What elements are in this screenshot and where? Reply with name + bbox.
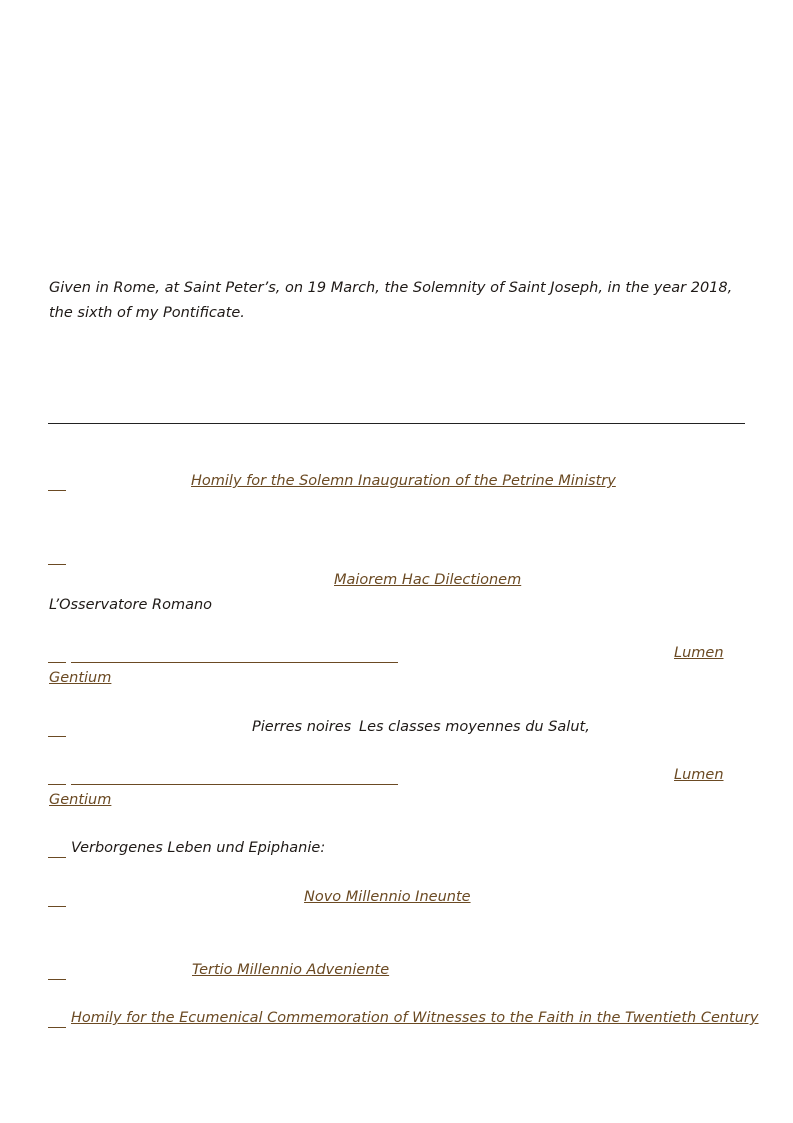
closing-paragraph <box>49 276 746 326</box>
footnote-marker-5[interactable] <box>48 784 66 785</box>
footnote-marker-9[interactable] <box>48 1027 66 1028</box>
footnote-4-text-b: Les classes moyennes du Salut, <box>359 719 590 735</box>
footnote-3-link-a[interactable]: Lumen <box>674 645 724 661</box>
footnote-marker-6[interactable] <box>48 857 66 858</box>
footnote-9-link[interactable]: Homily for the Ecumenical Commemoration of Witnesses to the Faith in the Twentieth Century <box>71 1010 759 1026</box>
footnote-marker-3[interactable] <box>48 662 66 663</box>
footnote-7-link[interactable]: Novo Millennio Ineunte <box>304 889 471 905</box>
footnote-5-blank-link[interactable] <box>71 784 398 785</box>
footnote-marker-8[interactable] <box>48 979 66 980</box>
footnote-3-blank-link[interactable] <box>71 662 398 663</box>
footnote-6-text: Verborgenes Leben und Epiphanie: <box>71 840 326 856</box>
footnote-2-link[interactable]: Maiorem Hac Dilectionem <box>334 572 522 588</box>
footnote-separator <box>48 423 745 424</box>
closing-text: Given in Rome, at Saint Peter’s, on 19 March, the Solemnity of Saint Joseph, in the year 2018, the sixth of my Pontificate. <box>49 280 733 321</box>
footnote-marker-2[interactable] <box>48 564 66 565</box>
footnote-8-link[interactable]: Tertio Millennio Adveniente <box>192 962 390 978</box>
footnote-marker-1[interactable] <box>48 490 66 491</box>
footnote-2-text: L’Osservatore Romano <box>49 597 213 613</box>
footnote-marker-7[interactable] <box>48 906 66 907</box>
footnote-4-text-a: Pierres noires <box>252 719 352 735</box>
footnote-1-link[interactable]: Homily for the Solemn Inauguration of the Petrine Ministry <box>191 473 616 489</box>
footnote-3-link-b[interactable]: Gentium <box>49 670 112 686</box>
footnote-5-link-b[interactable]: Gentium <box>49 792 112 808</box>
footnote-marker-4[interactable] <box>48 736 66 737</box>
footnote-5-link-a[interactable]: Lumen <box>674 767 724 783</box>
